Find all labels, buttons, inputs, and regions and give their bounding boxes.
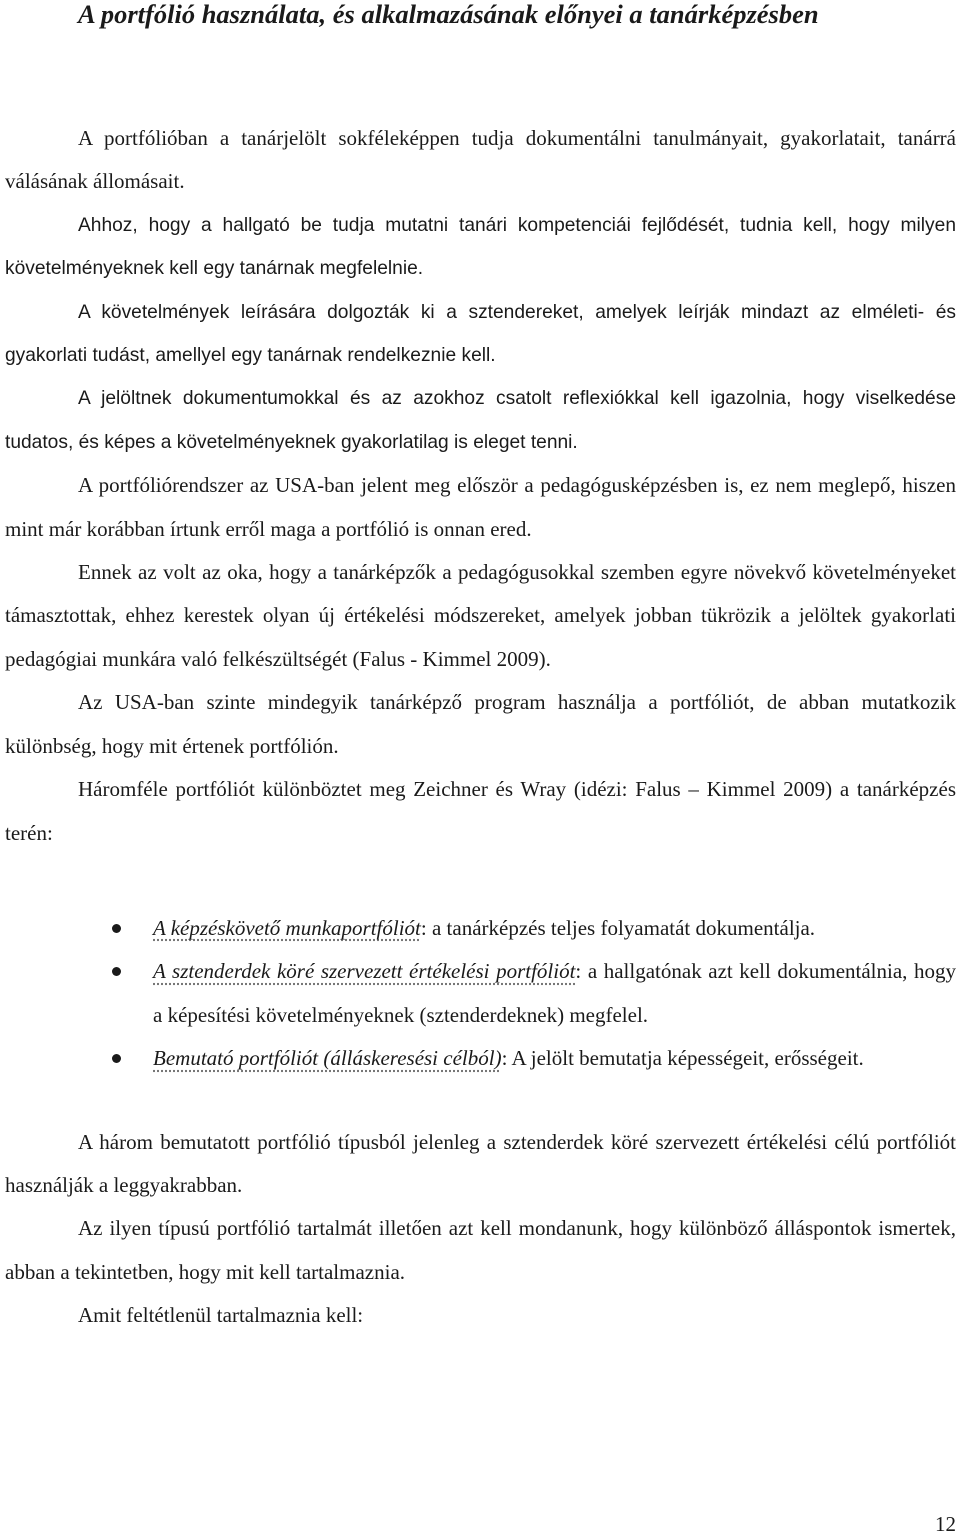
list-item <box>5 1037 956 1080</box>
portfolio-types-list <box>5 907 956 1081</box>
portfolio-type-term: Bemutató portfóliót (álláskeresési célból) <box>153 1046 502 1071</box>
document-title: A portfólió használata, és alkalmazásának előnyei a tanárképzésben <box>78 0 819 29</box>
document-body <box>5 117 956 1338</box>
portfolio-type-description: : a hallgatónak azt kell dokumentálnia, hogy a képesítési követelményeknek (sztenderdeknek) megfelel. <box>153 959 956 1027</box>
body-paragraph: A követelmények leírására dolgozták ki a sztendereket, amelyek leírják mindazt az elméleti- és gyakorlati tudást, amellyel egy tanárnak rendelkeznie kell. <box>5 301 956 367</box>
closing-paragraph: A három bemutatott portfólió típusból jelenleg a sztenderdek köré szervezett értékelési célú portfóliót használják a leggyakrabban. <box>5 1129 956 1197</box>
body-paragraph: Ennek az volt az oka, hogy a tanárképzők a pedagógusokkal szemben egyre növekvő követelményeket támasztottak, ehhez kerestek olyan új értékelési módszereket, amelyek jobban tükrözik a jelöltek gyakorlati pedagógiai munkára való felkészültségét (Falus - Kimmel 2009). <box>5 560 956 671</box>
body-paragraph: Háromféle portfóliót különböztet meg Zeichner és Wray (idézi: Falus – Kimmel 2009) a tanárképzés terén: <box>5 777 956 845</box>
closing-paragraph: Az ilyen típusú portfólió tartalmát illetően azt kell mondanunk, hogy különböző álláspontok ismertek, abban a tekintetben, hogy mit kell tartalmaznia. <box>5 1216 956 1284</box>
paragraph-spacer <box>5 855 956 907</box>
portfolio-type-description: : A jelölt bemutatja képességeit, erősségeit. <box>501 1046 864 1071</box>
bullet-icon <box>112 924 121 933</box>
bullet-icon <box>112 1054 121 1063</box>
body-paragraph: Az USA-ban szinte mindegyik tanárképző program használja a portfóliót, de abban mutatkozik különbség, hogy mit értenek portfólión. <box>5 690 956 758</box>
body-paragraph: A portfóliórendszer az USA-ban jelent meg először a pedagógusképzésben is, ez nem meglepő, hiszen mint már korábban írtunk erről maga a portfólió is onnan ered. <box>5 473 956 541</box>
list-item <box>5 907 956 950</box>
bullet-icon <box>112 967 121 976</box>
body-paragraph: A jelöltnek dokumentumokkal és az azokhoz csatolt reflexiókkal kell igazolnia, hogy viselkedése tudatos, és képes a követelményeknek gyakorlatilag is eleget tenni. <box>5 388 956 453</box>
list-item <box>5 950 956 1037</box>
closing-paragraph: Amit feltétlenül tartalmaznia kell: <box>78 1303 364 1328</box>
body-paragraph: A portfólióban a tanárjelölt sokféleképpen tudja dokumentálni tanulmányait, gyakorlatait, tanárrá válásának állomásait. <box>5 126 956 194</box>
document-page <box>5 0 956 1537</box>
portfolio-type-term: A képzéskövető munkaportfóliót <box>153 915 421 940</box>
body-paragraph: Ahhoz, hogy a hallgató be tudja mutatni tanári kompetenciái fejlődését, tudnia kell, hogy milyen követelményeknek kell egy tanárnak megfelelnie. <box>5 214 956 280</box>
portfolio-type-description: : a tanárképzés teljes folyamatát dokumentálja. <box>420 915 816 940</box>
paragraph-spacer <box>5 1081 956 1121</box>
page-number: 12 <box>935 1512 956 1536</box>
portfolio-type-term: A sztenderdek köré szervezett értékelési portfóliót <box>153 959 576 984</box>
